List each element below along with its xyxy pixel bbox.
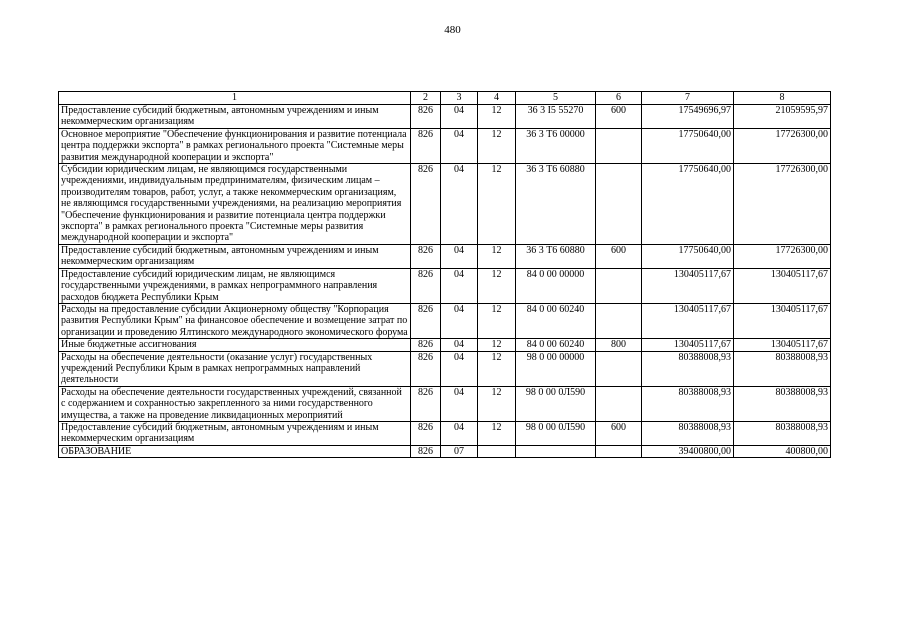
table-row [59,421,831,445]
row-name-cell: Основное мероприятие "Обеспечение функционирования и развитие потенциала центра поддержки экспорта" в рамках регионального проекта "Системные меры развития международной кооперации и экспорта" [59,128,411,163]
column-header: 4 [478,92,516,105]
row-name-cell: Предоставление субсидий бюджетным, автономным учреждениям и иным некоммерческим организациям [59,244,411,268]
row-code-cell [596,386,642,421]
row-amount-cell: 39400800,00 [642,445,734,457]
row-code-cell: 826 [411,268,441,303]
row-code-cell: 826 [411,421,441,445]
row-code-cell: 36 3 Т6 00000 [516,128,596,163]
row-code-cell: 12 [478,351,516,386]
row-code-cell: 36 3 Т6 60880 [516,244,596,268]
row-amount-cell: 400800,00 [734,445,831,457]
row-name-cell: Субсидии юридическим лицам, не являющимся государственными учреждениями, индивидуальным предпринимателям, физическим лицам – производителям товаров, работ, услуг, а также некоммерческим организациям, не являющимся государственными учреждениями, на реализацию мероприятия "Обеспечение функционирования и развитие потенциала центра поддержки экспорта" в рамках регионального проекта "Системные меры развития международной кооперации и экспорта" [59,164,411,245]
table-header-row [59,92,831,105]
table-row [59,303,831,338]
row-code-cell [596,351,642,386]
table-row [59,339,831,351]
page-number: 480 [444,24,461,36]
row-code-cell [596,128,642,163]
column-header: 6 [596,92,642,105]
row-code-cell: 84 0 00 60240 [516,339,596,351]
column-header: 8 [734,92,831,105]
row-code-cell: 12 [478,105,516,129]
row-code-cell: 826 [411,105,441,129]
row-name-cell: Иные бюджетные ассигнования [59,339,411,351]
row-amount-cell: 80388008,93 [734,386,831,421]
row-name-cell: ОБРАЗОВАНИЕ [59,445,411,457]
row-amount-cell: 17750640,00 [642,164,734,245]
table-row [59,445,831,457]
row-code-cell: 12 [478,164,516,245]
row-amount-cell: 80388008,93 [642,351,734,386]
table-row [59,164,831,245]
row-amount-cell: 130405117,67 [734,339,831,351]
row-code-cell: 98 0 00 0Л590 [516,421,596,445]
row-code-cell: 12 [478,303,516,338]
row-code-cell: 826 [411,244,441,268]
row-amount-cell: 130405117,67 [734,268,831,303]
row-code-cell: 36 3 Т6 60880 [516,164,596,245]
row-code-cell: 04 [441,339,478,351]
row-code-cell [596,445,642,457]
row-amount-cell: 130405117,67 [734,303,831,338]
row-code-cell: 826 [411,164,441,245]
row-code-cell: 36 3 I5 55270 [516,105,596,129]
row-code-cell: 12 [478,386,516,421]
row-code-cell: 04 [441,268,478,303]
row-amount-cell: 17726300,00 [734,128,831,163]
table-row [59,351,831,386]
row-code-cell: 84 0 00 60240 [516,303,596,338]
row-name-cell: Предоставление субсидий бюджетным, автономным учреждениям и иным некоммерческим организациям [59,421,411,445]
row-code-cell [596,303,642,338]
row-code-cell: 12 [478,339,516,351]
row-code-cell: 84 0 00 00000 [516,268,596,303]
row-code-cell: 800 [596,339,642,351]
row-amount-cell: 17750640,00 [642,128,734,163]
row-name-cell: Расходы на предоставление субсидии Акционерному обществу "Корпорация развития Республики Крым" на финансовое обеспечение и возмещение затрат по организации и проведению Ялтинского международного экономического форума [59,303,411,338]
row-code-cell: 12 [478,128,516,163]
row-amount-cell: 17726300,00 [734,164,831,245]
row-name-cell: Предоставление субсидий бюджетным, автономным учреждениям и иным некоммерческим организациям [59,105,411,129]
row-name-cell: Расходы на обеспечение деятельности государственных учреждений, связанной с содержанием и сохранностью закрепленного за ними государственного имущества, а также на проведение ликвидационных мероприятий [59,386,411,421]
row-code-cell: 600 [596,244,642,268]
row-code-cell: 04 [441,164,478,245]
row-code-cell: 04 [441,128,478,163]
row-amount-cell: 17750640,00 [642,244,734,268]
row-amount-cell: 80388008,93 [642,386,734,421]
row-code-cell [516,445,596,457]
row-amount-cell: 21059595,97 [734,105,831,129]
column-header: 2 [411,92,441,105]
table-row [59,128,831,163]
table-row [59,105,831,129]
row-code-cell: 98 0 00 0Л590 [516,386,596,421]
row-code-cell: 12 [478,421,516,445]
row-code-cell [596,268,642,303]
column-header: 3 [441,92,478,105]
row-amount-cell: 80388008,93 [734,351,831,386]
row-amount-cell: 17726300,00 [734,244,831,268]
budget-table [58,91,831,458]
row-code-cell: 826 [411,351,441,386]
row-name-cell: Предоставление субсидий юридическим лицам, не являющимся государственными учреждениями, в рамках непрограммного направления расходов бюджета Республики Крым [59,268,411,303]
row-code-cell [478,445,516,457]
row-amount-cell: 80388008,93 [642,421,734,445]
row-code-cell: 04 [441,421,478,445]
row-code-cell: 826 [411,303,441,338]
row-code-cell: 826 [411,445,441,457]
row-code-cell: 98 0 00 00000 [516,351,596,386]
table-row [59,386,831,421]
row-code-cell [596,164,642,245]
row-code-cell: 600 [596,421,642,445]
row-amount-cell: 130405117,67 [642,339,734,351]
row-code-cell: 04 [441,244,478,268]
row-code-cell: 07 [441,445,478,457]
row-code-cell: 12 [478,244,516,268]
row-code-cell: 04 [441,386,478,421]
row-amount-cell: 130405117,67 [642,268,734,303]
row-amount-cell: 17549696,97 [642,105,734,129]
row-code-cell: 826 [411,128,441,163]
table-row [59,244,831,268]
row-code-cell: 04 [441,351,478,386]
column-header: 7 [642,92,734,105]
row-code-cell: 04 [441,105,478,129]
row-amount-cell: 80388008,93 [734,421,831,445]
column-header: 5 [516,92,596,105]
row-name-cell: Расходы на обеспечение деятельности (оказание услуг) государственных учреждений Республики Крым в рамках непрограммных направлений деятельности [59,351,411,386]
column-header: 1 [59,92,411,105]
row-code-cell: 04 [441,303,478,338]
row-code-cell: 826 [411,339,441,351]
row-code-cell: 600 [596,105,642,129]
table-row [59,268,831,303]
row-code-cell: 826 [411,386,441,421]
row-amount-cell: 130405117,67 [642,303,734,338]
row-code-cell: 12 [478,268,516,303]
